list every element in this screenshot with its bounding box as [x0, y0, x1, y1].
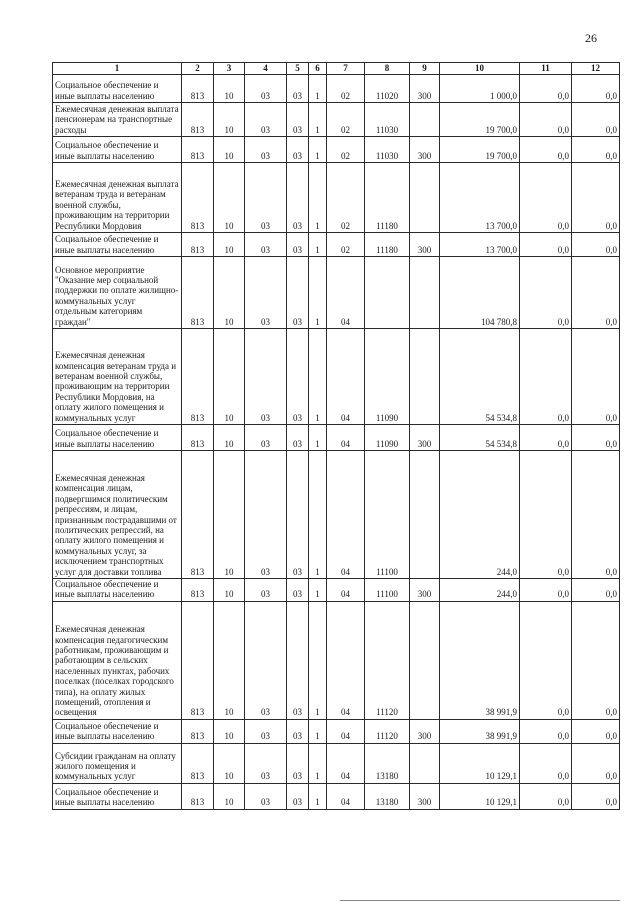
row-program: 03 — [287, 743, 309, 783]
row-section: 10 — [214, 719, 245, 743]
row-amount-after: 0,0 — [572, 743, 620, 783]
row-direction: 11090 — [365, 425, 410, 451]
row-program: 03 — [287, 329, 309, 425]
row-subprogram: 1 — [309, 425, 327, 451]
row-description: Социальное обеспечение и иные выплаты населению — [53, 783, 182, 809]
row-amount: 13 700,0 — [440, 163, 520, 233]
column-header: 5 — [287, 63, 309, 75]
row-description: Ежемесячная денежная выплата ветеранам труда и ветеранам военной службы, проживающим на территории Республики Мордовия — [53, 163, 182, 233]
column-header: 10 — [440, 63, 520, 75]
column-header: 8 — [365, 63, 410, 75]
column-header: 4 — [245, 63, 287, 75]
row-amount-after: 0,0 — [572, 233, 620, 257]
row-amount-next: 0,0 — [520, 75, 572, 103]
row-description: Социальное обеспечение и иные выплаты населению — [53, 75, 182, 103]
row-amount-next: 0,0 — [520, 137, 572, 163]
row-expense-type — [410, 743, 440, 783]
row-subsection: 03 — [245, 783, 287, 809]
row-activity: 02 — [327, 163, 365, 233]
row-activity: 04 — [327, 719, 365, 743]
budget-table — [52, 62, 620, 810]
row-amount: 10 129,1 — [440, 743, 520, 783]
table-row — [53, 233, 620, 257]
row-code: 813 — [182, 103, 214, 137]
row-amount: 38 991,9 — [440, 601, 520, 719]
row-amount: 54 534,8 — [440, 425, 520, 451]
row-amount-next: 0,0 — [520, 601, 572, 719]
row-activity: 04 — [327, 601, 365, 719]
column-header: 1 — [53, 63, 182, 75]
row-subsection: 03 — [245, 163, 287, 233]
row-amount: 38 991,9 — [440, 719, 520, 743]
row-expense-type: 300 — [410, 425, 440, 451]
row-expense-type: 300 — [410, 783, 440, 809]
row-expense-type — [410, 451, 440, 579]
table-row — [53, 329, 620, 425]
row-direction: 11030 — [365, 137, 410, 163]
row-amount-next: 0,0 — [520, 783, 572, 809]
row-section: 10 — [214, 601, 245, 719]
row-direction: 11100 — [365, 451, 410, 579]
column-header: 9 — [410, 63, 440, 75]
table-row — [53, 163, 620, 233]
row-subsection: 03 — [245, 137, 287, 163]
row-section: 10 — [214, 103, 245, 137]
row-code: 813 — [182, 329, 214, 425]
row-amount-next: 0,0 — [520, 451, 572, 579]
row-program: 03 — [287, 137, 309, 163]
bottom-rule — [340, 900, 620, 901]
row-subprogram: 1 — [309, 451, 327, 579]
row-section: 10 — [214, 75, 245, 103]
row-subsection: 03 — [245, 75, 287, 103]
row-amount-next: 0,0 — [520, 233, 572, 257]
row-subprogram: 1 — [309, 257, 327, 329]
row-code: 813 — [182, 257, 214, 329]
row-activity: 02 — [327, 75, 365, 103]
row-program: 03 — [287, 163, 309, 233]
row-activity: 04 — [327, 329, 365, 425]
row-activity: 04 — [327, 783, 365, 809]
row-amount-after: 0,0 — [572, 329, 620, 425]
row-description: Основное мероприятие "Оказание мер социальной поддержки по оплате жилищно-коммунальных услуг отдельным категориям граждан" — [53, 257, 182, 329]
table-row — [53, 425, 620, 451]
row-code: 813 — [182, 233, 214, 257]
header-row — [53, 63, 620, 75]
row-program: 03 — [287, 103, 309, 137]
row-subsection: 03 — [245, 233, 287, 257]
row-activity: 04 — [327, 425, 365, 451]
row-direction: 11180 — [365, 233, 410, 257]
row-subsection: 03 — [245, 743, 287, 783]
row-amount-after: 0,0 — [572, 137, 620, 163]
row-subsection: 03 — [245, 103, 287, 137]
row-direction: 11090 — [365, 329, 410, 425]
row-amount-after: 0,0 — [572, 601, 620, 719]
row-amount-next: 0,0 — [520, 425, 572, 451]
row-subsection: 03 — [245, 719, 287, 743]
row-activity: 02 — [327, 103, 365, 137]
table-row — [53, 579, 620, 602]
column-header: 2 — [182, 63, 214, 75]
row-amount-after: 0,0 — [572, 257, 620, 329]
row-direction: 11120 — [365, 601, 410, 719]
row-direction: 13180 — [365, 783, 410, 809]
row-amount: 54 534,8 — [440, 329, 520, 425]
row-expense-type: 300 — [410, 719, 440, 743]
row-subprogram: 1 — [309, 137, 327, 163]
row-section: 10 — [214, 579, 245, 602]
row-program: 03 — [287, 601, 309, 719]
row-activity: 04 — [327, 743, 365, 783]
row-amount: 244,0 — [440, 451, 520, 579]
table-row — [53, 451, 620, 579]
row-expense-type: 300 — [410, 75, 440, 103]
column-header: 3 — [214, 63, 245, 75]
row-activity: 02 — [327, 137, 365, 163]
row-code: 813 — [182, 743, 214, 783]
row-direction: 11180 — [365, 163, 410, 233]
row-code: 813 — [182, 75, 214, 103]
row-direction: 11020 — [365, 75, 410, 103]
table-row — [53, 743, 620, 783]
row-amount-after: 0,0 — [572, 425, 620, 451]
row-direction — [365, 257, 410, 329]
row-description: Социальное обеспечение и иные выплаты населению — [53, 137, 182, 163]
column-header: 11 — [520, 63, 572, 75]
row-section: 10 — [214, 451, 245, 579]
row-expense-type: 300 — [410, 233, 440, 257]
row-direction: 13180 — [365, 743, 410, 783]
row-code: 813 — [182, 163, 214, 233]
row-subprogram: 1 — [309, 719, 327, 743]
row-description: Социальное обеспечение и иные выплаты населению — [53, 425, 182, 451]
row-activity: 04 — [327, 257, 365, 329]
row-amount-next: 0,0 — [520, 257, 572, 329]
row-program: 03 — [287, 451, 309, 579]
row-subprogram: 1 — [309, 75, 327, 103]
row-subprogram: 1 — [309, 163, 327, 233]
row-subprogram: 1 — [309, 601, 327, 719]
row-subsection: 03 — [245, 451, 287, 579]
table-row — [53, 783, 620, 809]
row-code: 813 — [182, 601, 214, 719]
row-description: Ежемесячная денежная компенсация педагогическим работникам, проживающим и работающим в сельских населенных пунктах, рабочих поселках (поселках городского типа), на оплату жилых помещений, отопления и освещения — [53, 601, 182, 719]
row-amount-after: 0,0 — [572, 783, 620, 809]
row-section: 10 — [214, 137, 245, 163]
row-expense-type: 300 — [410, 579, 440, 602]
row-subprogram: 1 — [309, 233, 327, 257]
row-amount-after: 0,0 — [572, 579, 620, 602]
row-subsection: 03 — [245, 257, 287, 329]
row-amount-next: 0,0 — [520, 329, 572, 425]
row-program: 03 — [287, 75, 309, 103]
row-section: 10 — [214, 743, 245, 783]
table-body — [53, 75, 620, 810]
row-expense-type — [410, 257, 440, 329]
row-amount-next: 0,0 — [520, 579, 572, 602]
row-amount-after: 0,0 — [572, 451, 620, 579]
row-direction: 11100 — [365, 579, 410, 602]
row-description: Социальное обеспечение и иные выплаты населению — [53, 579, 182, 602]
row-description: Субсидии гражданам на оплату жилого помещения и коммунальных услуг — [53, 743, 182, 783]
row-program: 03 — [287, 579, 309, 602]
row-amount-next: 0,0 — [520, 103, 572, 137]
row-amount-after: 0,0 — [572, 719, 620, 743]
table-row — [53, 75, 620, 103]
row-amount-next: 0,0 — [520, 163, 572, 233]
row-section: 10 — [214, 233, 245, 257]
column-header: 12 — [572, 63, 620, 75]
row-expense-type — [410, 329, 440, 425]
row-section: 10 — [214, 425, 245, 451]
row-amount: 19 700,0 — [440, 137, 520, 163]
row-program: 03 — [287, 425, 309, 451]
row-code: 813 — [182, 783, 214, 809]
row-subprogram: 1 — [309, 783, 327, 809]
row-subsection: 03 — [245, 329, 287, 425]
page-number: 26 — [585, 31, 597, 45]
row-description: Ежемесячная денежная выплата пенсионерам на транспортные расходы — [53, 103, 182, 137]
row-section: 10 — [214, 163, 245, 233]
row-description: Социальное обеспечение и иные выплаты населению — [53, 719, 182, 743]
row-subsection: 03 — [245, 601, 287, 719]
row-amount: 13 700,0 — [440, 233, 520, 257]
row-code: 813 — [182, 425, 214, 451]
row-code: 813 — [182, 137, 214, 163]
row-section: 10 — [214, 783, 245, 809]
row-amount-after: 0,0 — [572, 163, 620, 233]
row-program: 03 — [287, 257, 309, 329]
row-activity: 04 — [327, 579, 365, 602]
row-program: 03 — [287, 233, 309, 257]
table-row — [53, 103, 620, 137]
row-amount-next: 0,0 — [520, 719, 572, 743]
row-subprogram: 1 — [309, 579, 327, 602]
row-code: 813 — [182, 579, 214, 602]
row-amount: 10 129,1 — [440, 783, 520, 809]
table-row — [53, 257, 620, 329]
row-program: 03 — [287, 719, 309, 743]
row-expense-type: 300 — [410, 137, 440, 163]
row-code: 813 — [182, 451, 214, 579]
row-subprogram: 1 — [309, 329, 327, 425]
row-subprogram: 1 — [309, 743, 327, 783]
row-subsection: 03 — [245, 579, 287, 602]
row-description: Социальное обеспечение и иные выплаты населению — [53, 233, 182, 257]
row-code: 813 — [182, 719, 214, 743]
row-amount: 19 700,0 — [440, 103, 520, 137]
row-amount-after: 0,0 — [572, 103, 620, 137]
column-header: 6 — [309, 63, 327, 75]
row-direction: 11030 — [365, 103, 410, 137]
row-section: 10 — [214, 329, 245, 425]
row-section: 10 — [214, 257, 245, 329]
row-amount-next: 0,0 — [520, 743, 572, 783]
row-amount: 1 000,0 — [440, 75, 520, 103]
table-row — [53, 137, 620, 163]
row-amount: 104 780,8 — [440, 257, 520, 329]
row-amount-after: 0,0 — [572, 75, 620, 103]
row-direction: 11120 — [365, 719, 410, 743]
row-expense-type — [410, 103, 440, 137]
row-expense-type — [410, 601, 440, 719]
row-activity: 02 — [327, 233, 365, 257]
row-amount: 244,0 — [440, 579, 520, 602]
row-description: Ежемесячная денежная компенсация ветеранам труда и ветеранам военной службы, проживающим на территории Республики Мордовия, на оплату жилого помещения и коммунальных услуг — [53, 329, 182, 425]
row-subsection: 03 — [245, 425, 287, 451]
row-expense-type — [410, 163, 440, 233]
table-row — [53, 719, 620, 743]
row-activity: 04 — [327, 451, 365, 579]
column-header: 7 — [327, 63, 365, 75]
row-description: Ежемесячная денежная компенсация лицам, подвергшимся политическим репрессиям, и лицам, признанным пострадавшими от политических репрессий, на оплату жилого помещения и коммунальных услуг, за исключением транспортных услуг для доставки топлива — [53, 451, 182, 579]
row-program: 03 — [287, 783, 309, 809]
table-row — [53, 601, 620, 719]
row-subprogram: 1 — [309, 103, 327, 137]
